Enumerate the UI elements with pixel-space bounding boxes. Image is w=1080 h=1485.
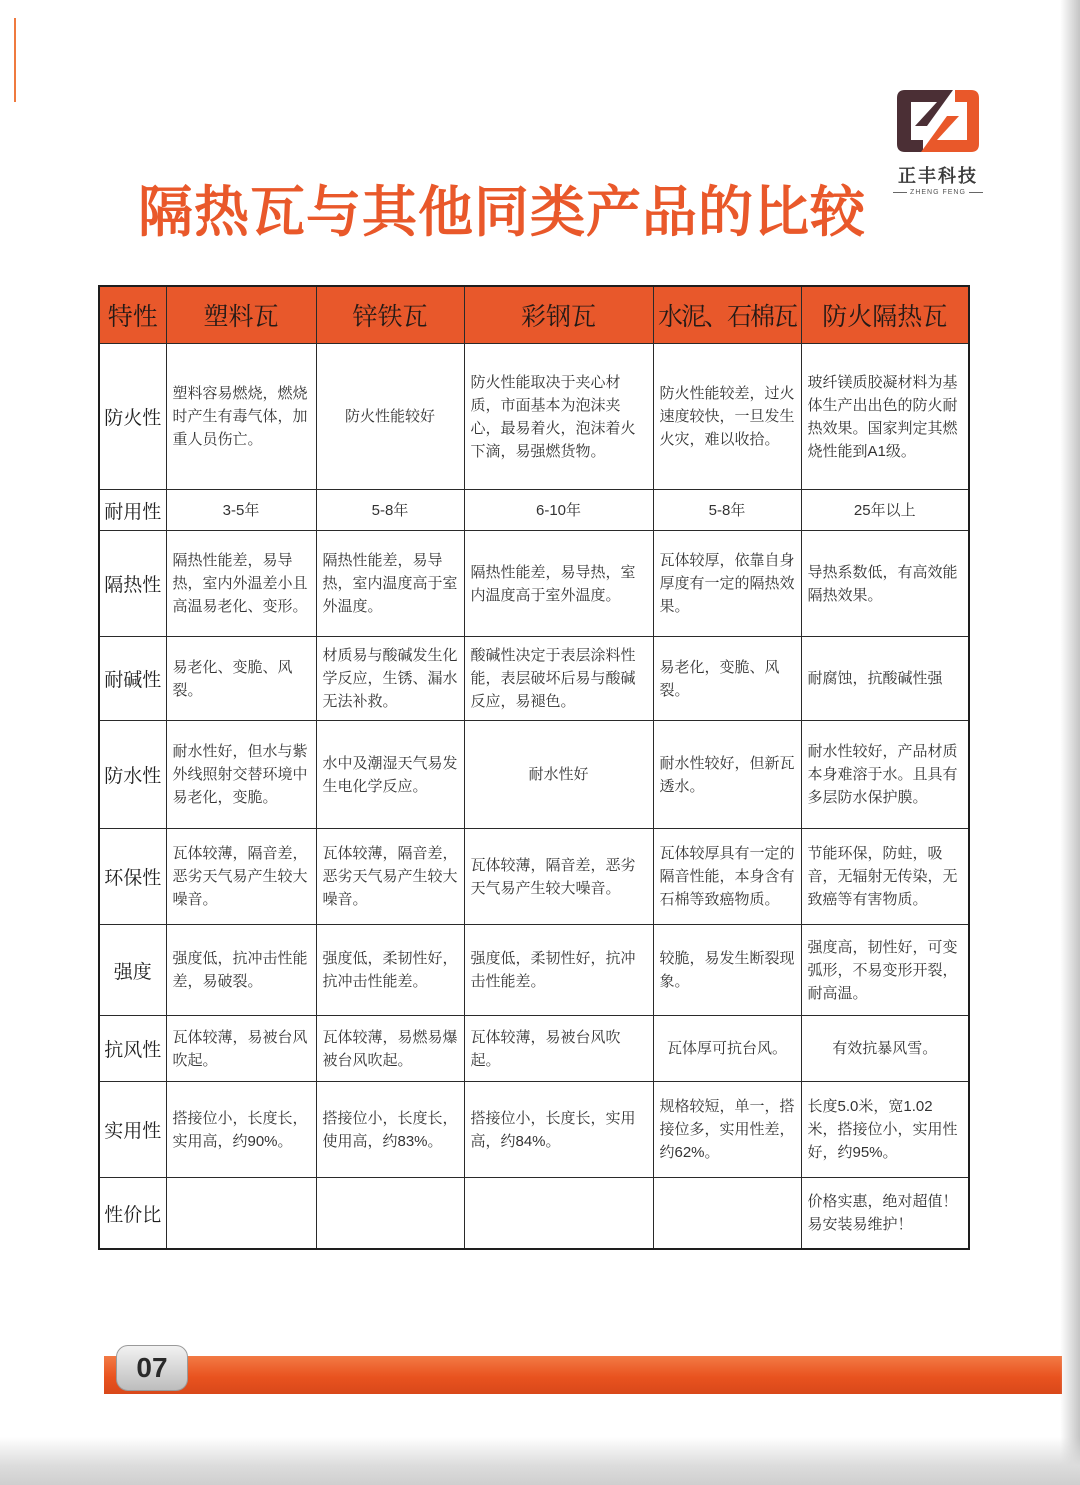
table-cell: 玻纤镁质胶凝材料为基体生产出出色的防火耐热效果。国家判定其燃烧性能到A1级。 bbox=[801, 344, 969, 490]
table-cell: 塑料容易燃烧，燃烧时产生有毒气体，加重人员伤亡。 bbox=[166, 344, 316, 490]
row-label: 环保性 bbox=[99, 829, 166, 925]
table-cell bbox=[166, 1178, 316, 1250]
table-row bbox=[99, 721, 969, 829]
table-cell: 水中及潮湿天气易发生电化学反应。 bbox=[316, 721, 464, 829]
zf-logo-icon bbox=[893, 86, 983, 156]
page-number: 07 bbox=[116, 1345, 188, 1391]
row-label: 防火性 bbox=[99, 344, 166, 490]
table-row bbox=[99, 829, 969, 925]
table-cell: 5-8年 bbox=[316, 490, 464, 531]
table-cell: 搭接位小，长度长，实用高，约90%。 bbox=[166, 1082, 316, 1178]
table-cell: 瓦体较薄，隔音差，恶劣天气易产生较大噪音。 bbox=[464, 829, 653, 925]
row-label: 抗风性 bbox=[99, 1016, 166, 1082]
table-cell: 瓦体较薄，易被台风吹起。 bbox=[166, 1016, 316, 1082]
table-cell: 规格较短，单一，搭接位多，实用性差，约62%。 bbox=[653, 1082, 801, 1178]
table-cell bbox=[316, 1178, 464, 1250]
table-cell: 瓦体厚可抗台风。 bbox=[653, 1016, 801, 1082]
column-header-product: 水泥、石棉瓦 bbox=[653, 286, 801, 344]
divider bbox=[969, 192, 983, 193]
table-cell: 耐水性好，但水与紫外线照射交替环境中易老化，变脆。 bbox=[166, 721, 316, 829]
table-row bbox=[99, 1082, 969, 1178]
table-cell: 有效抗暴风雪。 bbox=[801, 1016, 969, 1082]
table-cell: 搭接位小，长度长，使用高，约83%。 bbox=[316, 1082, 464, 1178]
table-cell: 材质易与酸碱发生化学反应，生锈、漏水无法补救。 bbox=[316, 637, 464, 721]
row-label: 耐碱性 bbox=[99, 637, 166, 721]
row-label: 防水性 bbox=[99, 721, 166, 829]
row-label: 隔热性 bbox=[99, 531, 166, 637]
comparison-table bbox=[98, 285, 970, 1250]
brand-name: 正丰科技 bbox=[898, 166, 978, 186]
scan-shadow-bottom bbox=[0, 1437, 1080, 1485]
table-cell: 导热系数低，有高效能隔热效果。 bbox=[801, 531, 969, 637]
table-cell: 防火性能较好 bbox=[316, 344, 464, 490]
table-cell: 耐水性较好，但新瓦透水。 bbox=[653, 721, 801, 829]
row-label: 耐用性 bbox=[99, 490, 166, 531]
table-cell: 瓦体较厚，依靠自身厚度有一定的隔热效果。 bbox=[653, 531, 801, 637]
table-cell: 瓦体较薄，易被台风吹起。 bbox=[464, 1016, 653, 1082]
table-cell: 5-8年 bbox=[653, 490, 801, 531]
table-cell: 隔热性能差，易导热，室内温度高于室外温度。 bbox=[464, 531, 653, 637]
table-cell: 防火性能取决于夹心材质，市面基本为泡沫夹心，最易着火，泡沫着火下滴，易强燃货物。 bbox=[464, 344, 653, 490]
table-cell: 瓦体较薄，隔音差，恶劣天气易产生较大噪音。 bbox=[316, 829, 464, 925]
table-cell: 防火性能较差，过火速度较快，一旦发生火灾，难以收拾。 bbox=[653, 344, 801, 490]
table-cell: 隔热性能差，易导热，室内温度高于室外温度。 bbox=[316, 531, 464, 637]
table-cell bbox=[464, 1178, 653, 1250]
brand-name-en-text: ZHENG FENG bbox=[910, 189, 966, 196]
table-cell: 搭接位小，长度长，实用高，约84%。 bbox=[464, 1082, 653, 1178]
table-row bbox=[99, 637, 969, 721]
footer-bar bbox=[104, 1356, 1062, 1394]
table-cell: 6-10年 bbox=[464, 490, 653, 531]
table-cell: 隔热性能差，易导热，室内外温差小且高温易老化、变形。 bbox=[166, 531, 316, 637]
table-cell: 耐水性较好，产品材质本身难溶于水。且具有多层防水保护膜。 bbox=[801, 721, 969, 829]
row-label: 性价比 bbox=[99, 1178, 166, 1250]
table-header-row bbox=[99, 286, 969, 344]
table-cell: 瓦体较厚具有一定的隔音性能，本身含有石棉等致癌物质。 bbox=[653, 829, 801, 925]
table-cell: 酸碱性决定于表层涂料性能，表层破坏后易与酸碱反应，易褪色。 bbox=[464, 637, 653, 721]
table-cell: 强度低，柔韧性好，抗冲击性能差。 bbox=[464, 925, 653, 1016]
table-row bbox=[99, 1016, 969, 1082]
brand-name-en bbox=[893, 189, 983, 196]
table-cell: 易老化、变脆、风裂。 bbox=[166, 637, 316, 721]
column-header-product: 塑料瓦 bbox=[166, 286, 316, 344]
column-header-product: 锌铁瓦 bbox=[316, 286, 464, 344]
table-cell: 3-5年 bbox=[166, 490, 316, 531]
column-header-feature: 特性 bbox=[99, 286, 166, 344]
table-row bbox=[99, 1178, 969, 1250]
table-cell: 强度低，抗冲击性能差，易破裂。 bbox=[166, 925, 316, 1016]
table-cell: 强度高，韧性好，可变弧形，不易变形开裂，耐高温。 bbox=[801, 925, 969, 1016]
table-cell bbox=[653, 1178, 801, 1250]
column-header-product: 防火隔热瓦 bbox=[801, 286, 969, 344]
brand-logo bbox=[890, 86, 986, 196]
corner-accent-line bbox=[14, 18, 16, 102]
table-cell: 长度5.0米，宽1.02米，搭接位小，实用性好，约95%。 bbox=[801, 1082, 969, 1178]
table-cell: 价格实惠，绝对超值！易安装易维护！ bbox=[801, 1178, 969, 1250]
row-label: 实用性 bbox=[99, 1082, 166, 1178]
table-cell: 耐水性好 bbox=[464, 721, 653, 829]
table-row bbox=[99, 344, 969, 490]
table-cell: 节能环保，防蛀，吸音，无辐射无传染，无致癌等有害物质。 bbox=[801, 829, 969, 925]
column-header-product: 彩钢瓦 bbox=[464, 286, 653, 344]
table-cell: 瓦体较薄，易燃易爆被台风吹起。 bbox=[316, 1016, 464, 1082]
table-row bbox=[99, 531, 969, 637]
table-cell: 强度低，柔韧性好，抗冲击性能差。 bbox=[316, 925, 464, 1016]
table-cell: 瓦体较薄，隔音差，恶劣天气易产生较大噪音。 bbox=[166, 829, 316, 925]
table-cell: 易老化，变脆、风裂。 bbox=[653, 637, 801, 721]
table-cell: 25年以上 bbox=[801, 490, 969, 531]
table-row bbox=[99, 925, 969, 1016]
table-body bbox=[99, 344, 969, 1250]
page-title: 隔热瓦与其他同类产品的比较 bbox=[138, 181, 867, 243]
table-cell: 耐腐蚀，抗酸碱性强 bbox=[801, 637, 969, 721]
table-cell: 较脆，易发生断裂现象。 bbox=[653, 925, 801, 1016]
table-row bbox=[99, 490, 969, 531]
row-label: 强度 bbox=[99, 925, 166, 1016]
scan-shadow-right bbox=[1060, 0, 1080, 1485]
